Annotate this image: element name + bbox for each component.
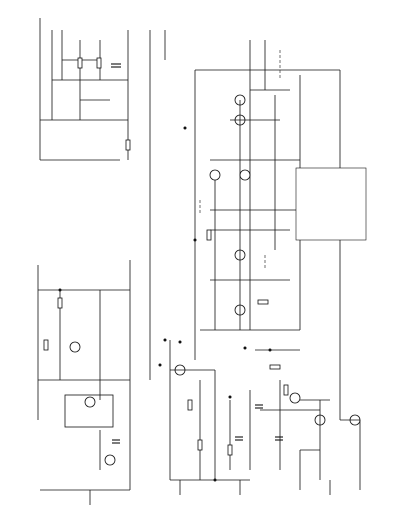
transistor-q13: [290, 393, 300, 403]
transistor-q5: [210, 170, 220, 180]
transistor-q6: [240, 170, 250, 180]
capacitors: [111, 64, 283, 443]
transistor-q3: [70, 342, 80, 352]
wiring: [38, 18, 360, 505]
transistor-q11: [105, 455, 115, 465]
voltage-table-frame: [296, 168, 366, 240]
components: [44, 58, 288, 455]
transistor-q4: [85, 397, 95, 407]
junctions: [59, 127, 272, 482]
